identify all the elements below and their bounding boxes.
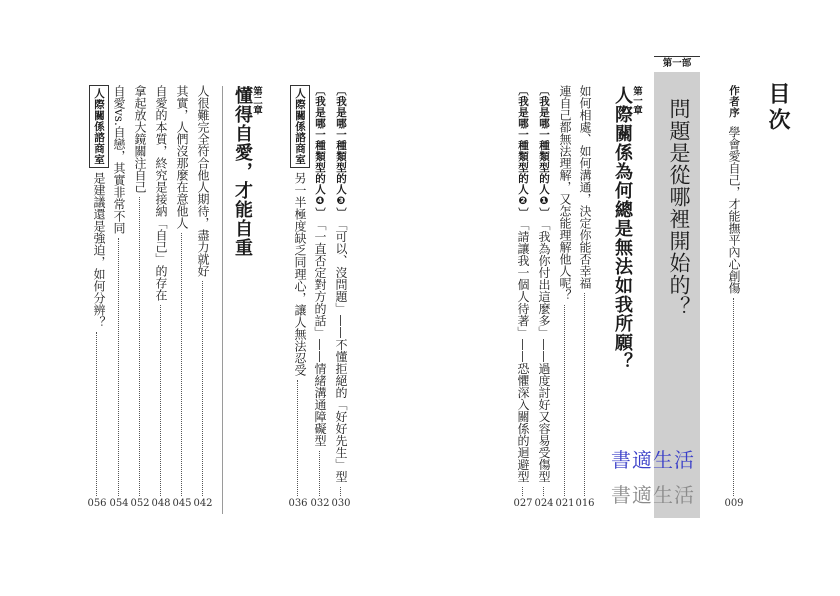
counseling-tag: 人際關係諮商室 xyxy=(290,85,310,168)
toc-entry[interactable] xyxy=(111,85,127,510)
chapter-divider xyxy=(222,86,223,514)
entry-text: 「一直否定對方的話」——情緒溝通障礙型 xyxy=(313,218,327,447)
dot-leader xyxy=(522,487,523,497)
part-title: 問題是從哪裡開始的？ xyxy=(667,98,691,318)
watermark-logo: 書適生活 xyxy=(611,483,695,507)
toc-entry[interactable] xyxy=(153,85,169,510)
chapter-title: 人際關係為何總是無法如我所願？ xyxy=(612,86,633,371)
toc-entry[interactable] xyxy=(515,85,531,510)
entry-text: 「可以、沒問題」——不懂拒絕的「好好先生」型 xyxy=(334,218,348,483)
entry-text: 「請讓我一個人待著」——恐懼深入關係的迴避型 xyxy=(516,218,530,483)
dot-leader xyxy=(118,238,119,496)
entry-tag: 〔我是哪一種類型的人❸〕 xyxy=(335,85,347,219)
page-number: 036 xyxy=(288,498,308,509)
entry-text: 連自己都無法理解，又怎能理解他人呢？ xyxy=(558,85,572,301)
dot-leader xyxy=(297,380,298,496)
entry-text: 另一半極度缺乏同理心，讓人無法忍受 xyxy=(293,172,307,376)
page-number: 032 xyxy=(310,498,330,509)
toc-entry[interactable] xyxy=(333,85,349,510)
part-label: 第一部 xyxy=(654,56,700,71)
page-number: 027 xyxy=(513,498,533,509)
page-number: 045 xyxy=(172,498,192,509)
preface-label: 作者序 xyxy=(728,85,740,118)
entry-text: 如何相處、如何溝通，決定你能否幸福 xyxy=(578,85,592,289)
dot-leader xyxy=(181,233,182,496)
toc-entry[interactable] xyxy=(312,85,328,510)
preface-entry[interactable] xyxy=(726,85,742,510)
entry-text: 是建議還是強迫，如何分辨？ xyxy=(92,172,106,328)
dot-leader xyxy=(319,451,320,497)
page-number: 021 xyxy=(555,498,575,509)
counseling-tag: 人際關係諮商室 xyxy=(89,85,109,168)
dot-leader xyxy=(733,298,734,496)
dot-leader xyxy=(160,305,161,496)
entry-text: 自愛的本質，終究是接納「自己」的存在 xyxy=(154,85,168,301)
entry-text: 自愛vs.自戀，其實非常不同 xyxy=(112,85,126,234)
page-number: 030 xyxy=(331,498,351,509)
toc-entry[interactable] xyxy=(557,85,573,510)
entry-text: 其實，人們沒那麼在意他人 xyxy=(175,85,189,229)
dot-leader xyxy=(564,305,565,496)
toc-entry[interactable] xyxy=(536,85,552,510)
dot-leader xyxy=(96,332,97,496)
entry-tag: 〔我是哪一種類型的人❷〕 xyxy=(517,85,529,219)
dot-leader xyxy=(584,293,585,496)
page-number: 052 xyxy=(130,498,150,509)
toc-entry[interactable] xyxy=(89,85,105,510)
toc-entry[interactable] xyxy=(290,85,306,510)
chapter-label: 第一章 xyxy=(631,86,642,115)
dot-leader xyxy=(139,197,140,496)
dot-leader xyxy=(543,487,544,497)
page-number: 016 xyxy=(575,498,595,509)
page-number: 048 xyxy=(151,498,171,509)
dot-leader xyxy=(202,281,203,496)
toc-entry[interactable] xyxy=(174,85,190,510)
toc-entry[interactable] xyxy=(577,85,593,510)
entry-text: 「我為你付出這麼多」——過度討好又容易受傷型 xyxy=(537,218,551,483)
entry-text: 拿起放大鏡關注自己 xyxy=(133,85,147,193)
toc-entry[interactable] xyxy=(132,85,148,510)
page-number: 054 xyxy=(109,498,129,509)
entry-tag: 〔我是哪一種類型的人❹〕 xyxy=(314,85,326,219)
page-number: 024 xyxy=(534,498,554,509)
entry-tag: 〔我是哪一種類型的人❶〕 xyxy=(538,85,550,219)
watermark-logo: 書適生活 xyxy=(611,448,695,472)
page-number: 009 xyxy=(724,498,744,509)
toc-title: 目次 xyxy=(765,82,790,134)
chapter-title: 懂得自愛，才能自重 xyxy=(232,86,253,257)
page-number: 056 xyxy=(87,498,107,509)
preface-text: 學會愛自己，才能撫平內心創傷 xyxy=(727,126,741,294)
dot-leader xyxy=(340,487,341,497)
page-number: 042 xyxy=(193,498,213,509)
entry-text: 人很難完全符合他人期待，盡力就好 xyxy=(196,85,210,277)
toc-entry[interactable] xyxy=(195,85,211,510)
chapter-label: 第二章 xyxy=(251,86,262,115)
